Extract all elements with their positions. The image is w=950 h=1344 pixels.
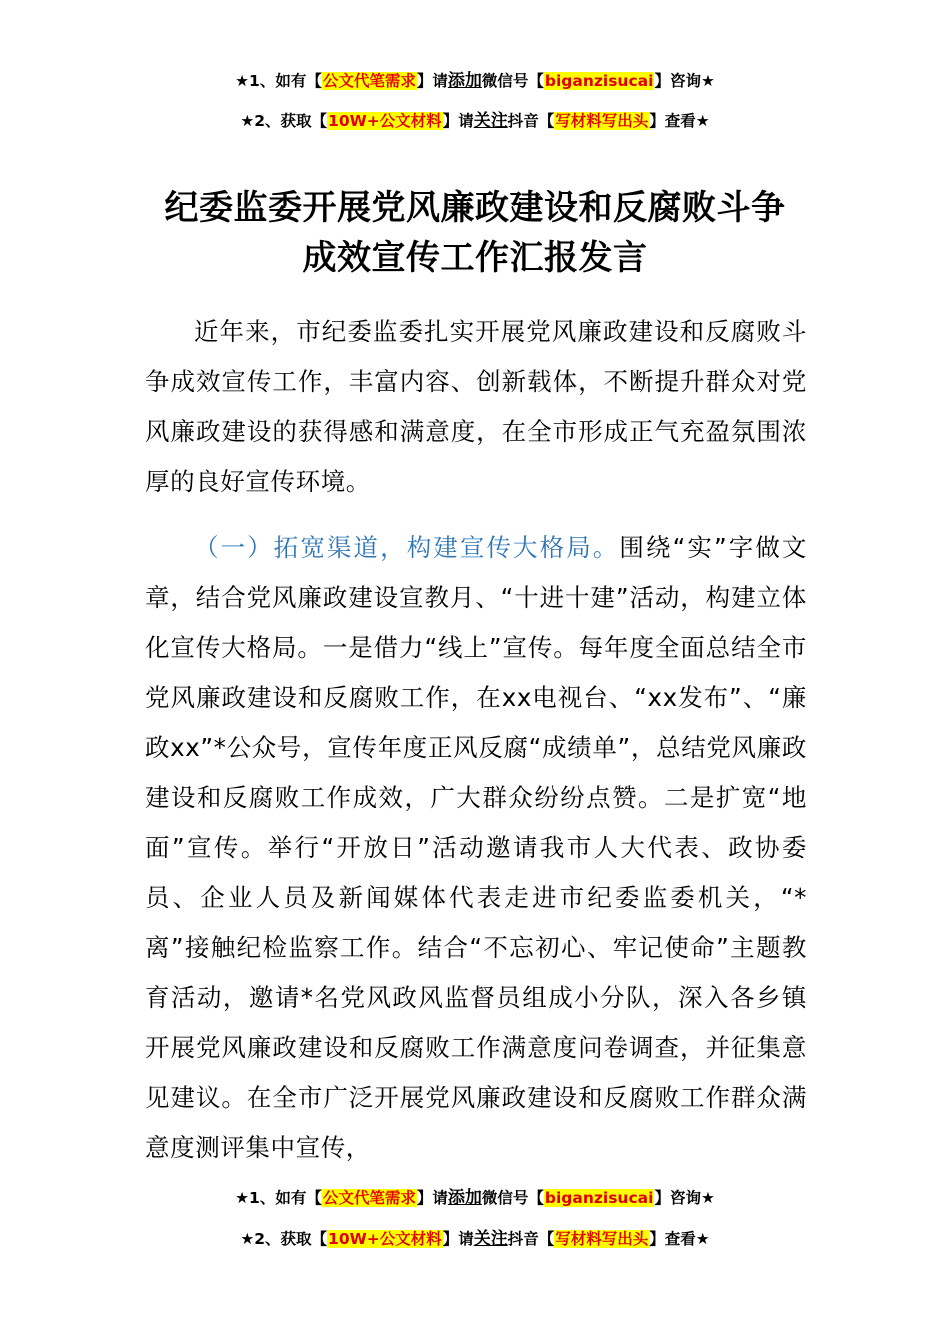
underlined-action: 关注 bbox=[473, 111, 508, 131]
highlight-wechat-id: biganzisucai bbox=[544, 72, 654, 90]
document-title-line2: 成效宣传工作汇报发言 bbox=[302, 238, 648, 278]
banner-text: ★2、获取【 bbox=[240, 1230, 328, 1248]
banner-text: 】请 bbox=[442, 1230, 474, 1248]
header-banner-line2 bbox=[0, 111, 950, 131]
banner-text: ★1、如有【 bbox=[235, 72, 322, 90]
highlight-douyin-id: 写材料写出头 bbox=[555, 1230, 649, 1248]
highlight-materials: 10W+公文材料 bbox=[328, 112, 442, 130]
banner-text: 】请 bbox=[416, 1189, 448, 1207]
underlined-action: 添加 bbox=[447, 1188, 482, 1208]
banner-text: 】咨询★ bbox=[654, 72, 715, 90]
banner-text: 微信号【 bbox=[481, 1189, 544, 1207]
document-title-line1: 纪委监委开展党风廉政建设和反腐败斗争 bbox=[164, 188, 786, 228]
section1-heading: （一）拓宽渠道，构建宣传大格局。 bbox=[194, 533, 620, 562]
footer-banner-line2 bbox=[0, 1229, 950, 1249]
highlight-service: 公文代笔需求 bbox=[322, 1189, 416, 1207]
banner-text: 抖音【 bbox=[507, 1230, 555, 1248]
banner-text: 】咨询★ bbox=[654, 1189, 715, 1207]
banner-text: 】请 bbox=[416, 72, 448, 90]
section1-paragraph bbox=[145, 523, 807, 1173]
section1-body: 围绕“实”字做文章，结合党风廉政建设宣教月、“十进十建”活动，构建立体化宣传大格局。一是借力“线上”宣传。每年度全面总结全市党风廉政建设和反腐败工作，在xx电视台、“xx发布”、“廉政xx”*公众号，宣传年度正风反腐“成绩单”，总结党风廉政建设和反腐败工作成效，广大群众纷纷点赞。二是扩宽“地面”宣传。举行“开放日”活动邀请我市人大代表、政协委员、企业人员及新闻媒体代表走进市纪委监委机关，“*离”接触纪检监察工作。结合“不忘初心、牢记使命”主题教育活动，邀请*名党风政风监督员组成小分队，深入各乡镇开展党风廉政建设和反腐败工作满意度问卷调查，并征集意见建议。在全市广泛开展党风廉政建设和反腐败工作群众满意度测评集中宣传， bbox=[145, 533, 808, 1162]
highlight-service: 公文代笔需求 bbox=[322, 72, 416, 90]
underlined-action: 添加 bbox=[447, 71, 482, 91]
intro-paragraph: 近年来，市纪委监委扎实开展党风廉政建设和反腐败斗争成效宣传工作，丰富内容、创新载体，不断提升群众对党风廉政建设的获得感和满意度，在全市形成正气充盈氛围浓厚的良好宣传环境。 bbox=[145, 317, 807, 496]
highlight-wechat-id: biganzisucai bbox=[544, 1189, 654, 1207]
header-banner-line1 bbox=[0, 71, 950, 91]
banner-text: ★2、获取【 bbox=[240, 112, 328, 130]
footer-banner-line1 bbox=[0, 1188, 950, 1208]
banner-text: 】查看★ bbox=[649, 112, 710, 130]
underlined-action: 关注 bbox=[473, 1229, 508, 1249]
banner-text: 微信号【 bbox=[481, 72, 544, 90]
banner-text: 】请 bbox=[442, 112, 474, 130]
highlight-douyin-id: 写材料写出头 bbox=[555, 112, 649, 130]
banner-text: 】查看★ bbox=[649, 1230, 710, 1248]
banner-text: 抖音【 bbox=[507, 112, 555, 130]
banner-text: ★1、如有【 bbox=[235, 1189, 322, 1207]
highlight-materials: 10W+公文材料 bbox=[328, 1230, 442, 1248]
